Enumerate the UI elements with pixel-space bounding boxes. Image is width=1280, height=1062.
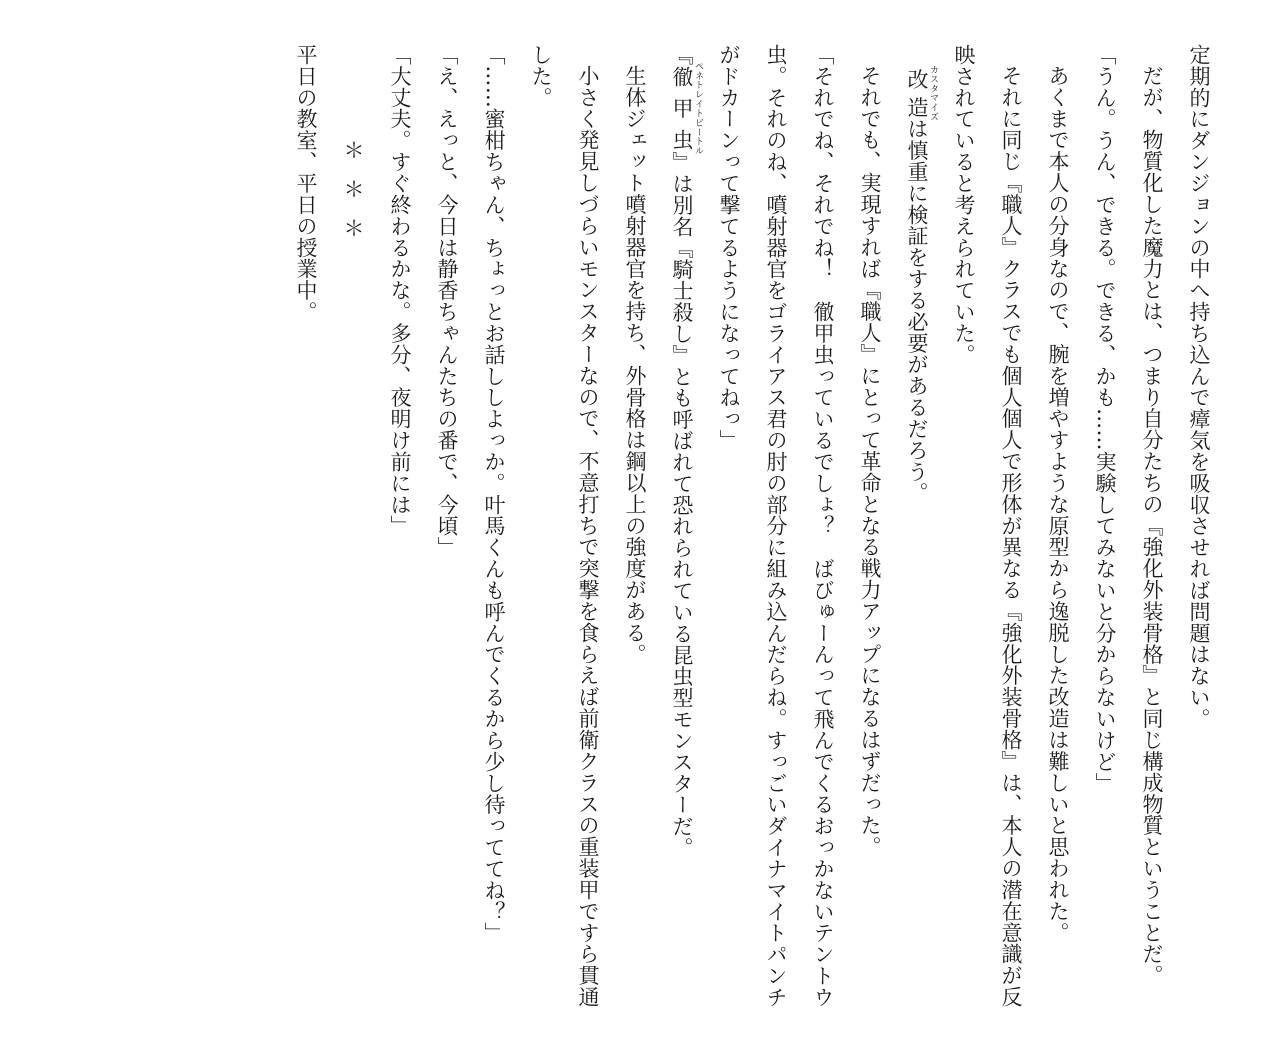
ruby-penetrate-beetle-reading: ペネトレイトビートル bbox=[693, 61, 703, 156]
ruby-penetrate-beetle bbox=[670, 61, 703, 156]
ruby-customize bbox=[905, 65, 938, 122]
ruby-customize-base: 改造 bbox=[905, 65, 929, 122]
paragraph-12: 「……蜜柑ちゃん、ちょっとお話ししよっか。叶馬くんも呼んでくるから少し待っててね？」 bbox=[482, 44, 506, 944]
paragraph-15: 平日の教室、平日の授業中。 bbox=[294, 44, 318, 323]
ruby-penetrate-beetle-base: 徹甲虫 bbox=[670, 61, 694, 156]
paragraph-6 bbox=[893, 44, 940, 1024]
paragraph-14: 「大丈夫。すぐ終わるかな。多分、夜明け前には」 bbox=[388, 44, 412, 537]
paragraph-8: 「それでね、それでね！ 徹甲虫っているでしょ？ ばびゅーんって飛んでくるおっかないテントウ虫。それのね、噴射器官をゴライアス君の肘の部分に組み込んだらね。すっごいダイナマイトパンチがドカーンって撃てるようになってねっ」 bbox=[717, 44, 835, 1008]
paragraph-13: 「え、えっと、今日は静香ちゃんたちの番で、今頃」 bbox=[435, 44, 459, 559]
paragraph-1: 定期的にダンジョンの中へ持ち込んで瘴気を吸収させれば問題はない。 bbox=[1187, 44, 1211, 730]
paragraph-7: それでも、実現すれば『職人』にとって革命となる戦力アップになるはずだった。 bbox=[858, 65, 882, 858]
paragraph-2: だが、物質化した魔力とは、つまり自分たちの『強化外装骨格』と同じ構成物質ということだ。 bbox=[1140, 65, 1164, 987]
scene-break-star: ＊ bbox=[341, 217, 365, 238]
paragraph-6-post: は慎重に検証をする必要があるだろう。 bbox=[905, 118, 929, 504]
ruby-customize-reading: カスタマイズ bbox=[928, 65, 938, 122]
scene-break bbox=[329, 44, 376, 1024]
paragraph-9-pre: 『 bbox=[670, 44, 694, 66]
scene-break-star: ＊ bbox=[341, 139, 365, 160]
paragraph-3: 「うん。うん、できる。できる、かも……実験してみないと分からないけど」 bbox=[1093, 44, 1117, 794]
paragraph-9-post: 』は別名『騎士殺し』とも呼ばれて恐れられている昆虫型モンスターだ。 bbox=[670, 151, 694, 859]
paragraph-5: それに同じ『職人』クラスでも個人個人で形体が異なる『強化外装骨格』は、本人の潜在意識が反映されていると考えられていた。 bbox=[952, 44, 1023, 1008]
paragraph-11: 小さく発見しづらいモンスターなので、不意打ちで突撃を食らえば前衛クラスの重装甲ですら貫通した。 bbox=[529, 44, 600, 1008]
scene-break-star: ＊ bbox=[341, 178, 365, 199]
vertical-text-body bbox=[282, 44, 1222, 1024]
paragraph-9 bbox=[658, 44, 705, 1024]
paragraph-4: あくまで本人の分身なので、腕を増やすような原型から逸脱した改造は難しいと思われた。 bbox=[1046, 65, 1070, 944]
paragraph-10: 生体ジェット噴射器官を持ち、外骨格は鋼以上の強度がある。 bbox=[623, 65, 647, 665]
